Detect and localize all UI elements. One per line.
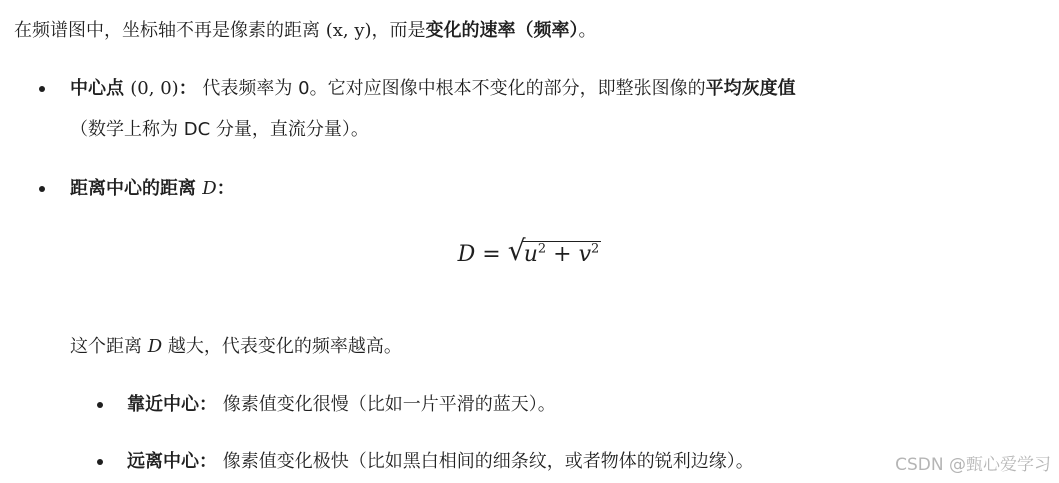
intro-text-c: 。 <box>578 20 597 41</box>
intro-bold: 变化的速率（频率） <box>425 20 579 41</box>
eq-lhs: D <box>457 242 476 267</box>
distance-paragraph <box>70 334 402 360</box>
radicand <box>522 241 602 267</box>
bullet-2-line <box>70 176 235 202</box>
intro-line <box>14 18 597 44</box>
para-math: D <box>147 336 163 357</box>
sub-bullet-dot-2 <box>97 459 103 465</box>
sub-1-text: 像素值变化很慢（比如一片平滑的蓝天）。 <box>217 394 556 415</box>
bullet-2-colon: ： <box>216 178 235 199</box>
sub-bullet-2-line <box>127 449 754 475</box>
sub-2-text: 像素值变化极快（比如黑白相间的细条纹，或者物体的锐利边缘）。 <box>217 451 754 472</box>
sub-1-label: 靠近中心： <box>127 394 217 415</box>
bullet-1-line-1 <box>70 76 796 102</box>
bullet-1-line-2 <box>70 117 369 143</box>
eq-v-exp: 2 <box>591 241 600 257</box>
distance-equation <box>0 234 1059 272</box>
eq-u: u <box>523 242 538 267</box>
eq-u-exp: 2 <box>537 241 547 257</box>
sub-2-label: 远离中心： <box>127 451 217 472</box>
bullet-1-label: 中心点 <box>70 78 131 99</box>
radical-sign: √ <box>507 234 526 267</box>
bullet-1-text: 代表频率为 0。它对应图像中根本不变化的部分，即整张图像的 <box>196 78 706 99</box>
bullet-1-colon: ： <box>178 78 197 99</box>
bullet-1-bold: 平均灰度值 <box>705 78 796 99</box>
intro-text-b: ，而是 <box>371 20 426 41</box>
eq-equals: = <box>475 242 508 267</box>
bullet-1-line2: （数学上称为 DC 分量，直流分量）。 <box>70 119 369 140</box>
eq-plus: + <box>546 242 579 267</box>
sqrt-symbol <box>507 234 602 272</box>
bullet-2-label: 距离中心的距离 <box>70 178 203 199</box>
bullet-1-math: (0, 0) <box>130 78 179 99</box>
watermark: CSDN @甄心爱学习 <box>895 455 1051 475</box>
bullet-dot-2 <box>39 186 45 192</box>
intro-math-xy: (x, y) <box>325 20 372 41</box>
intro-text-a: 在频谱图中，坐标轴不再是像素的距离 <box>14 20 326 41</box>
sub-bullet-1-line <box>127 392 556 418</box>
para-text-b: 越大，代表变化的频率越高。 <box>162 336 402 357</box>
para-text-a: 这个距离 <box>70 336 148 357</box>
bullet-2-math: D <box>202 178 217 199</box>
eq-v: v <box>578 242 592 267</box>
bullet-dot-1 <box>39 86 45 92</box>
sub-bullet-dot-1 <box>97 402 103 408</box>
